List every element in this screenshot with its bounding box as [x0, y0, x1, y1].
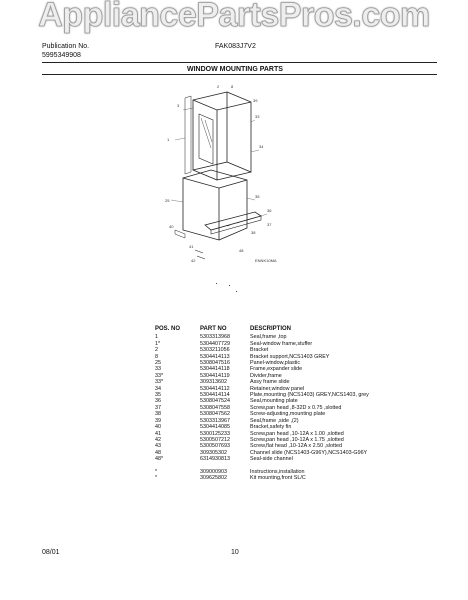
pos-cell: 42 — [155, 436, 161, 443]
desc-cell: Screw,pan head ,10-12A x 1.75 ,slotted — [250, 436, 344, 443]
pos-cell: 33* — [155, 379, 164, 386]
parts-table-header — [155, 326, 369, 334]
part-cell: 309305302 — [200, 449, 227, 456]
pos-cell: 40 — [155, 424, 161, 431]
page-number: 10 — [231, 549, 239, 556]
pos-cell: 34 — [155, 385, 161, 392]
part-cell: 5308047524 — [200, 398, 230, 405]
part-cell: 5304414119 — [200, 372, 230, 379]
part-cell: 5304414118 — [200, 366, 230, 373]
part-cell: 5308047562 — [200, 411, 230, 418]
desc-cell: Bracket support,NCS1403 GREY — [250, 353, 330, 360]
desc-cell: Seal,mounting plate — [250, 398, 298, 405]
column-header: DESCRIPTION — [250, 326, 292, 332]
part-cell: 5304414114 — [200, 392, 230, 399]
part-cell: 5304414085 — [200, 424, 230, 431]
part-cell: 5303211056 — [200, 347, 230, 354]
svg-text:25: 25 — [165, 198, 170, 203]
desc-cell: Assy frame slide — [250, 379, 290, 386]
pos-cell: * — [155, 468, 158, 475]
column-header: PART NO — [200, 326, 227, 332]
header-rule-top — [42, 62, 437, 63]
svg-text:34: 34 — [259, 144, 264, 149]
pos-cell: 35 — [155, 392, 161, 399]
publication-label: Publication No. — [42, 43, 90, 50]
part-cell: 309000903 — [200, 468, 227, 475]
publication-number: 5995349908 — [42, 52, 81, 59]
svg-text:39: 39 — [253, 98, 258, 103]
svg-text:41: 41 — [189, 244, 194, 249]
part-cell: 5300507212 — [200, 436, 230, 443]
desc-cell: Plate,mounting (NCS1403) GREY,NCS1403, grey — [250, 392, 369, 399]
svg-text:42: 42 — [191, 258, 196, 263]
scan-speck — [229, 285, 230, 286]
svg-text:48: 48 — [239, 248, 244, 253]
part-cell: 5304414113 — [200, 353, 230, 360]
parts-table — [155, 326, 369, 481]
desc-cell: Frame,expander slide — [250, 366, 303, 373]
pos-cell: 36 — [155, 398, 161, 405]
part-cell: 6314930813 — [200, 456, 230, 463]
svg-text:37: 37 — [267, 222, 272, 227]
part-cell: 5304414112 — [200, 385, 230, 392]
section-title: WINDOW MOUNTING PARTS — [187, 66, 283, 73]
pos-cell: * — [155, 474, 158, 481]
scan-speck — [216, 283, 217, 284]
part-cell: 5303313968 — [200, 334, 230, 341]
part-cell: 5303313967 — [200, 417, 230, 424]
svg-text:2: 2 — [217, 84, 220, 89]
model-number: FAK083J7V2 — [215, 43, 256, 50]
svg-text:36: 36 — [267, 208, 272, 213]
watermark-logo: AppliancePartsPros.com — [38, 0, 430, 34]
pos-cell: 8 — [155, 353, 158, 360]
pos-cell: 43 — [155, 443, 161, 450]
pos-cell: 41 — [155, 430, 161, 437]
part-cell: 5300125233 — [200, 430, 230, 437]
svg-text:38: 38 — [251, 230, 256, 235]
pos-cell: 1* — [155, 340, 161, 347]
footer-date: 08/01 — [42, 549, 60, 556]
part-cell: 5304407729 — [200, 340, 230, 347]
desc-cell: Screw,pan head ,8-32D x 0.75 ,slotted — [250, 404, 342, 411]
exploded-diagram — [155, 80, 285, 265]
svg-text:33: 33 — [255, 114, 260, 119]
pos-cell: 39 — [155, 417, 161, 424]
svg-text:3: 3 — [177, 103, 180, 108]
desc-cell: Panel-window,plastic — [250, 360, 301, 367]
pos-cell: 33* — [155, 372, 164, 379]
desc-cell: Screw,pan head ,10-12A x 1.00 ,slotted — [250, 430, 344, 437]
column-header: POS. NO — [155, 326, 181, 332]
svg-text:8: 8 — [231, 84, 234, 89]
svg-text:40: 40 — [169, 224, 174, 229]
desc-cell: Seal-window frame,stuffer — [250, 340, 313, 347]
scan-speck — [236, 291, 237, 292]
desc-cell: Divider,frame — [250, 372, 282, 379]
desc-cell: Retainer,window panel — [250, 385, 305, 392]
publication-info — [42, 42, 89, 60]
header-rule-bottom — [42, 74, 437, 75]
desc-cell: Channel slide (NCS1403-G96Y),NCS1403-G96Y — [250, 449, 368, 456]
diagram-drawing — [155, 80, 285, 265]
desc-cell: Seal,frame ,top — [250, 334, 287, 341]
desc-cell: Kit mounting,front SL/C — [250, 474, 306, 481]
pos-cell: 2 — [155, 347, 158, 354]
pos-cell: 1 — [155, 334, 158, 341]
table-row — [155, 475, 369, 481]
pos-cell: 48 — [155, 449, 161, 456]
pos-cell: 25 — [155, 360, 161, 367]
desc-cell: Seal,frame ,side ,(2) — [250, 417, 299, 424]
part-cell: 309313602 — [200, 379, 227, 386]
desc-cell: Screw,flat head ,10-12A x 2.50 ,slotted — [250, 443, 342, 450]
pos-cell: 38 — [155, 411, 161, 418]
part-cell: 5300507693 — [200, 443, 230, 450]
svg-text:35: 35 — [255, 194, 260, 199]
desc-cell: Bracket — [250, 347, 269, 354]
desc-cell: Bracket,safety fin — [250, 424, 292, 431]
desc-cell: Seal-side channel — [250, 456, 293, 463]
svg-text:1: 1 — [167, 137, 170, 142]
diagram-image-code: ENNK10MA — [255, 258, 277, 263]
part-cell: 5308047558 — [200, 404, 230, 411]
desc-cell: Instructions,installation — [250, 468, 305, 475]
desc-cell: Screw-adjusting,mounting plate — [250, 411, 326, 418]
part-cell: 5308047516 — [200, 360, 230, 367]
pos-cell: 48* — [155, 456, 164, 463]
pos-cell: 37 — [155, 404, 161, 411]
part-cell: 309625802 — [200, 474, 227, 481]
pos-cell: 33 — [155, 366, 161, 373]
